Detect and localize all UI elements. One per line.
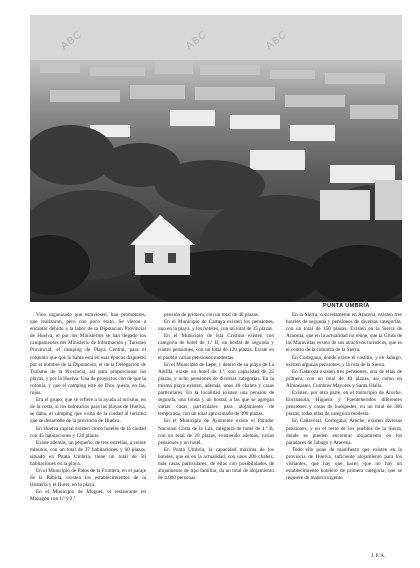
paragraph: En Punta Umbría, la capacidad máxima de los hoteles, que es en la actualidad, con unos 200 chalets, más casas particulares, de ellas con posibilidades de alojamiento de tipo familiar, da un total de alojamiento de 4.000 personas. (158, 446, 274, 482)
watermark: ABC (59, 28, 85, 53)
paragraph: En la Sierra, concretamente en Aracena, existen tres hoteles de segunda y pensiones de diversas categorías, con un total de 150 plazas. Existen en la Sierra de Aracena, que en la actualidad no reúne, que la Gruta de las Maravillas es uno de sus atractivos turísticos, que es el centro de la comarca de la Sierra. (286, 312, 402, 354)
paragraph: En Cortegana, donde existe el castillo, y en Jabugo, existen algunas pensiones, y la ruta de la Sierra. (286, 354, 402, 368)
paragraph: pensión de primera, con un total de 40 plazas. (164, 312, 260, 318)
article-column-3 (286, 312, 402, 558)
watermark: ABC (264, 28, 290, 53)
town-photo-illustration (30, 15, 402, 302)
paragraph: En Cañaveral, Cortegana, Aroche, existen diversas pensiones, y en el resto de los pueblos de la Sierra, donde se pueden encontrar alojamiento en los paradores de Jabugo y Aracena. (286, 418, 402, 446)
paragraph: En Huelva capital existen cinco hoteles de la ciudad con 45 habitaciones y 120 plazas. (30, 425, 146, 439)
paragraph: En Galaroza existen tres pensiones, una de ellas de primera, con un total de 40 plazas, así como en Almonaster, Cumbres Mayores y Santa Olalla. (286, 368, 402, 389)
paragraph: En el Municipio de Cartaya existen los pensiones, uno en la playa, y los hoteles, con un total de 35 plazas. (158, 319, 274, 333)
article-body (30, 312, 402, 558)
paragraph: En el Municipio de Moguer, el restaurante en Mazagón con 1.ª y 2.ª (30, 489, 146, 503)
paragraph: En el Municipio de Lepe, y dentro de su playa de La Antilla, existe un hotel de 1.ª, con capacidad de 22 plazas, y ocho pensiones de diversas categorías. En la misma playa existen, además, unos 40 chalets y casas particulares. En la localidad existen una pensión de segunda, una fonda y un hostal, a las que se agregan varias casas particulares para alojamiento de temporada, con un total aproximado de 300 plazas. (158, 361, 274, 418)
article-column-2 (158, 312, 274, 558)
watermark: ABC (184, 28, 210, 53)
paragraph: Existe además, un pequeño, de tres estrellas, a veinte minutos, con un total de 37 habitaciones y 60 plazas, situado en Punta Umbría, tiene un total de 50 habitaciones en la playa. (30, 439, 146, 467)
paragraph: En el Municipio de Isla Cristina existen con categoría de hotel de 1.ª B, un hostal de segunda y cuatro pensiones, con un total de 120 plazas. Existe en el pueblo varias pensiones modestas. (158, 333, 274, 361)
paragraph: Existen, por otra parte, en el municipio de Aroche, Encinasola, Higuera y Fuenteheridos diferentes pensiones y casas de huéspedes, en un total de 300 plazas, todas ellas de categoría modesta. (286, 390, 402, 418)
town-photo (30, 15, 402, 302)
paragraph: En el Municipio de Ayamonte existe el Parador Nacional Costa de la Luz, categoría de hotel de 1.ª B, con un total de 20 plazas, existiendo además, varias pensiones y un hotel. (158, 418, 274, 446)
paragraph: Era el grupo, que se refiere a la ayuda al turismo, en de la costa, si los balnearios para las playas de Huelva, se daba, el camping que visita de la ciudad al turismo que se desarrolle de la provincia de Huelva. (30, 397, 146, 425)
author-signature: J. P. A. (371, 553, 386, 559)
paragraph: En el Municipio de Palos de la Frontera, en el paraje de la Rábida, existen los establecimientos de la Hostería y el Hotel, en la playa. (30, 468, 146, 489)
article-column-1 (30, 312, 146, 558)
paragraph: Todo ello pone de manifiesto que existen en la provincia de Huelva, suficiente alojamiento para los visitantes, que hay que hacer, que no hay un establecimiento hotelero de primera categoría, que se requiere de manera urgente. (286, 446, 402, 482)
paragraph: Vino organizado que estuviesen, han promotores, que realizaron, pero con poco éxito. Se vieron a encantar debido a la labor de la Diputación Provincial de Huelva, el por los Ministerios se han llegado los campamentos del Ministerio de Información y Turismo Provincial, el camping de Playa Central, para el conjunto que que la bahía está en esas épocas dispuesto por el nombre de la Diputación, el de la Delegación de Turismo de la Provincia, así para proporcionar las playas, y por la Huelva. Una de proyectos con de que la colonia, y que el camping esté de Dios queda, en las, rojos. (30, 312, 146, 397)
photo-caption: PUNTA UMBRIA (323, 303, 370, 309)
